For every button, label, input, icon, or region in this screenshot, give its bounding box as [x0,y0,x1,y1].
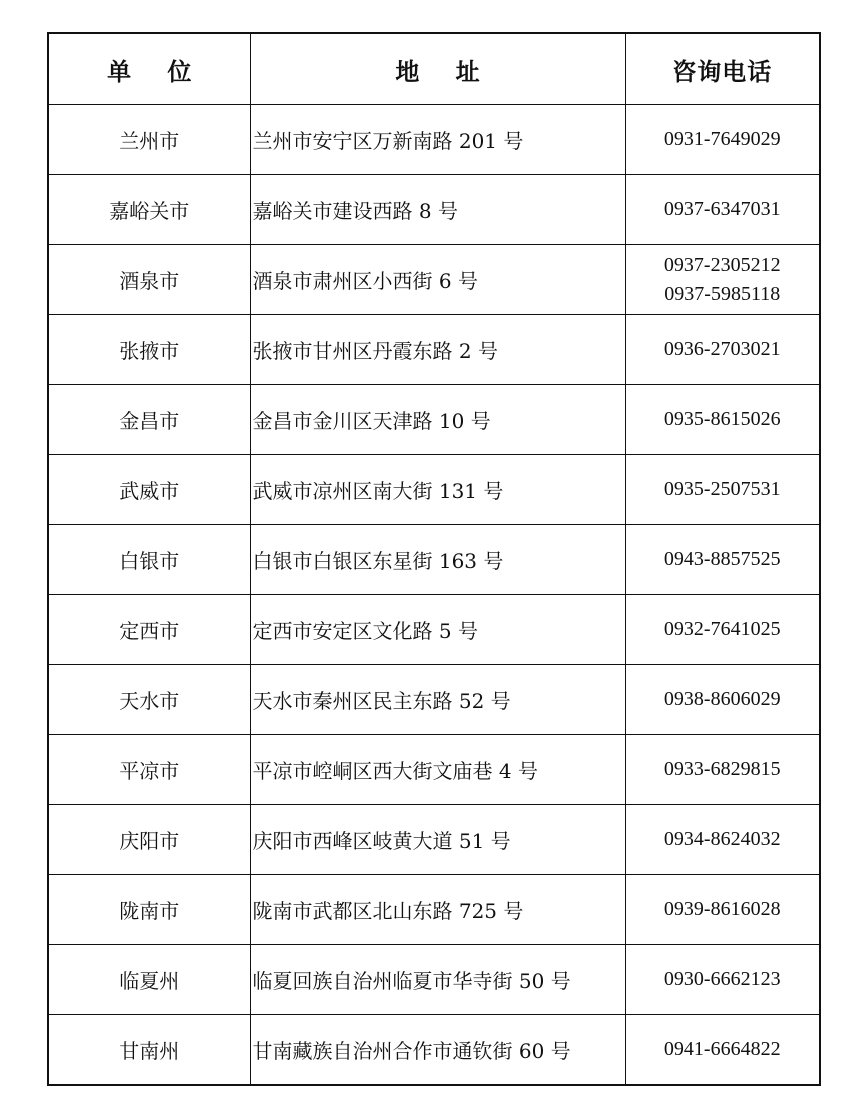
phone-number: 0930-6662123 [663,968,781,990]
address-cell: 甘南藏族自治州合作市通钦街 60 号 [250,1015,625,1086]
table-row [48,1015,820,1086]
phone-cell [625,875,820,945]
phone-number: 0935-2507531 [663,478,781,500]
unit-cell: 酒泉市 [48,245,250,315]
unit-cell: 武威市 [48,455,250,525]
address-cell: 陇南市武都区北山东路 725 号 [250,875,625,945]
table-row [48,385,820,455]
table-row [48,665,820,735]
phone-number: 0937-6347031 [663,198,781,220]
phone-cell [625,735,820,805]
unit-cell: 甘南州 [48,1015,250,1086]
address-cell: 平凉市崆峒区西大街文庙巷 4 号 [250,735,625,805]
phone-number: 0937-2305212 [663,253,781,276]
address-cell: 定西市安定区文化路 5 号 [250,595,625,665]
phone-cell [625,945,820,1015]
phone-number: 0941-6664822 [663,1038,781,1060]
phone-number: 0936-2703021 [663,338,781,360]
unit-cell: 白银市 [48,525,250,595]
phone-number: 0938-8606029 [663,688,781,710]
unit-cell: 兰州市 [48,105,250,175]
phone-cell [625,455,820,525]
table-row [48,595,820,665]
table-row [48,735,820,805]
phone-cell [625,525,820,595]
address-cell: 酒泉市肃州区小西街 6 号 [250,245,625,315]
unit-cell: 庆阳市 [48,805,250,875]
phone-cell [625,245,820,315]
address-cell: 天水市秦州区民主东路 52 号 [250,665,625,735]
phone-cell [625,105,820,175]
table-row [48,525,820,595]
table-row [48,315,820,385]
phone-cell [625,385,820,455]
address-cell: 张掖市甘州区丹霞东路 2 号 [250,315,625,385]
phone-number: 0935-8615026 [663,408,781,430]
phone-cell [625,175,820,245]
address-cell: 白银市白银区东星街 163 号 [250,525,625,595]
phone-cell [625,665,820,735]
table-row [48,455,820,525]
phone-number: 0931-7649029 [663,128,781,150]
phone-cell [625,1015,820,1086]
address-cell: 嘉峪关市建设西路 8 号 [250,175,625,245]
header-unit: 单 位 [48,33,250,105]
phone-number: 0937-5985118 [664,282,781,305]
address-cell: 临夏回族自治州临夏市华寺街 50 号 [250,945,625,1015]
contact-table [47,32,821,1086]
address-cell: 金昌市金川区天津路 10 号 [250,385,625,455]
table-row [48,945,820,1015]
unit-cell: 临夏州 [48,945,250,1015]
table-body [48,105,820,1086]
unit-cell: 陇南市 [48,875,250,945]
unit-cell: 平凉市 [48,735,250,805]
address-cell: 兰州市安宁区万新南路 201 号 [250,105,625,175]
table-row [48,105,820,175]
unit-cell: 天水市 [48,665,250,735]
contact-table-container [47,32,819,1086]
phone-cell [625,315,820,385]
unit-cell: 张掖市 [48,315,250,385]
phone-cell [625,595,820,665]
phone-number: 0943-8857525 [663,548,781,570]
unit-cell: 定西市 [48,595,250,665]
phone-number: 0934-8624032 [663,828,781,850]
phone-number: 0933-6829815 [663,758,781,780]
table-row [48,245,820,315]
address-cell: 庆阳市西峰区岐黄大道 51 号 [250,805,625,875]
table-row [48,175,820,245]
phone-number: 0932-7641025 [663,618,781,640]
address-cell: 武威市凉州区南大街 131 号 [250,455,625,525]
table-row [48,805,820,875]
table-header-row [48,33,820,105]
unit-cell: 金昌市 [48,385,250,455]
table-row [48,875,820,945]
unit-cell: 嘉峪关市 [48,175,250,245]
phone-cell [625,805,820,875]
header-phone: 咨询电话 [625,33,820,105]
phone-number: 0939-8616028 [663,898,781,920]
header-address: 地 址 [250,33,625,105]
